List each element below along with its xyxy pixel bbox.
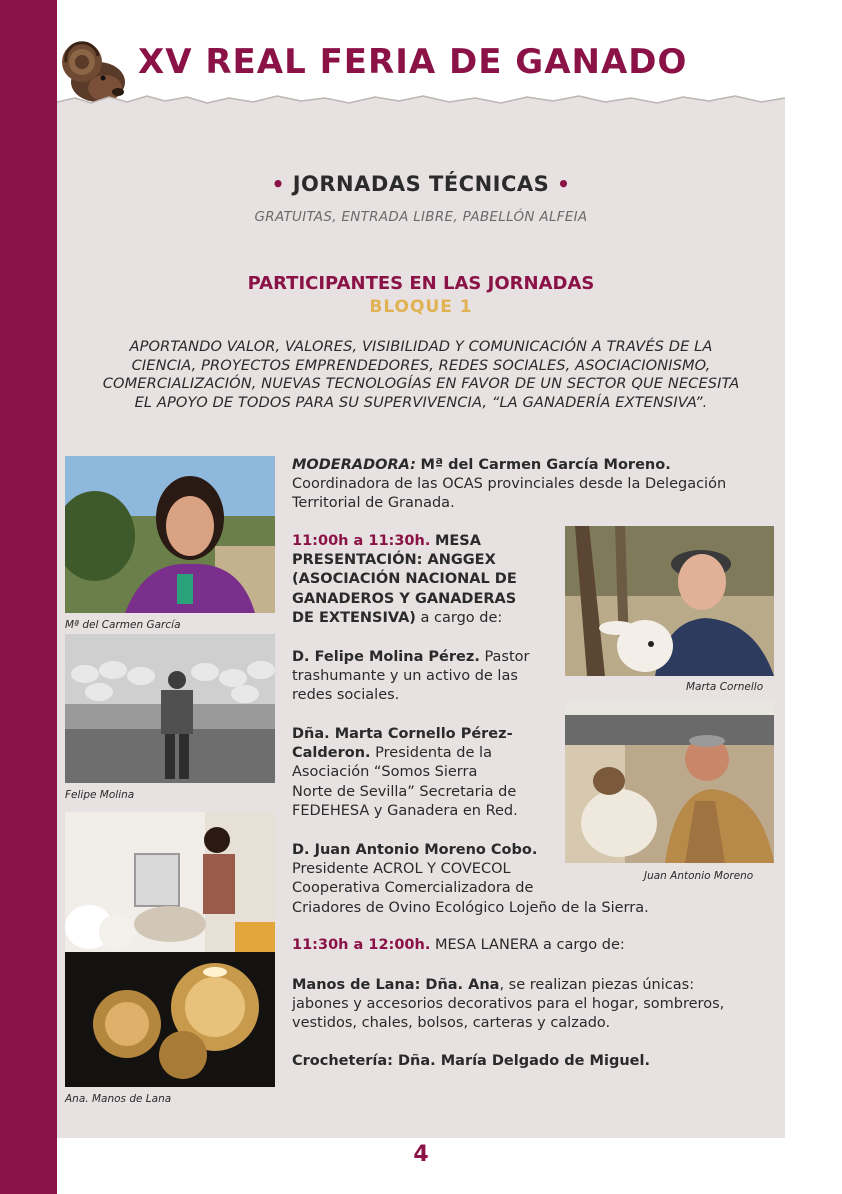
block-label: BLOQUE 1	[369, 297, 473, 317]
session-1-block	[292, 532, 557, 628]
session-1-title-line: PRESENTACIÓN: ANGGEX	[292, 552, 496, 569]
manos-line: jabones y accesorios decorativos para el hogar, sombreros,	[292, 996, 725, 1013]
juan-block	[292, 841, 772, 918]
session-1-title-line: GANADEROS Y GANADERAS	[292, 590, 517, 607]
intro-paragraph	[60, 338, 782, 412]
session-1-time: 11:00h a 11:30h.	[292, 533, 431, 549]
photo-juan-antonio-moreno	[565, 701, 774, 863]
caption-felipe: Felipe Molina	[65, 789, 135, 801]
juan-line: Presidente ACROL Y COVECOL	[292, 861, 511, 878]
intro-line: COMERCIALIZACIÓN, NUEVAS TECNOLOGÍAS EN FAVOR DE UN SECTOR QUE NECESITA	[102, 375, 740, 392]
felipe-name: D. Felipe Molina Pérez.	[292, 649, 480, 665]
juan-line: Criadores de Ovino Ecológico Lojeño de la Sierra.	[292, 899, 649, 916]
caption-juan: Juan Antonio Moreno	[644, 870, 754, 882]
photo-carmen-garcia	[65, 456, 275, 613]
caption-carmen: Mª del Carmen García	[65, 619, 181, 631]
felipe-line: redes sociales.	[292, 687, 400, 704]
moderator-name: Mª del Carmen García Moreno.	[420, 457, 671, 473]
session-2-block	[292, 936, 772, 955]
manos-line: , se realizan piezas únicas:	[499, 977, 695, 993]
moderator-block	[292, 456, 782, 514]
page-number: 4	[413, 1142, 429, 1167]
intro-line: CIENCIA, PROYECTOS EMPRENDEDORES, REDES SOCIALES, ASOCIACIONISMO,	[131, 356, 711, 374]
session-1-title-line: MESA	[434, 533, 481, 549]
manos-line: vestidos, chales, bolsos, carteras y calzado.	[292, 1015, 611, 1032]
marta-name-line: Dña. Marta Cornello Pérez-	[292, 726, 513, 742]
photo-felipe-molina	[65, 634, 275, 783]
section-title-text: JORNADAS TÉCNICAS	[292, 172, 550, 196]
section-subtitle: GRATUITAS, ENTRADA LIBRE, PABELLÓN ALFEIA	[254, 209, 588, 225]
marta-line: Presidenta de la	[375, 745, 492, 762]
crocheteria-block	[292, 1052, 772, 1071]
juan-name: D. Juan Antonio Moreno Cobo.	[292, 842, 538, 858]
photo-marta-cornello	[565, 526, 774, 676]
felipe-line: Pastor	[484, 649, 530, 665]
manos-name: Manos de Lana: Dña. Ana	[292, 977, 500, 993]
session-2-title: MESA LANERA a cargo de:	[434, 937, 625, 953]
session-1-title-line: DE EXTENSIVA)	[292, 609, 416, 626]
marta-line: Asociación “Somos Sierra	[292, 764, 478, 781]
moderator-role: MODERADORA:	[292, 457, 416, 473]
session-1-title-line: (ASOCIACIÓN NACIONAL DE	[292, 571, 517, 588]
moderator-line: Coordinadora de las OCAS provinciales desde la Delegación	[292, 476, 727, 493]
moderator-line: Territorial de Granada.	[292, 495, 455, 512]
marta-name-line: Calderon.	[292, 745, 371, 762]
page-header-title: XV REAL FERIA DE GANADO	[138, 42, 688, 82]
marta-line: Norte de Sevilla” Secretaria de	[292, 783, 517, 800]
photo-ana-manos-de-lana	[65, 812, 275, 1087]
bullet-dot: •	[557, 172, 571, 196]
marta-block	[292, 725, 557, 821]
marta-line: FEDEHESA y Ganadera en Red.	[292, 802, 518, 819]
felipe-block	[292, 648, 557, 706]
session-2-time: 11:30h a 12:00h.	[292, 937, 431, 953]
bullet-dot: •	[271, 172, 285, 196]
intro-line: APORTANDO VALOR, VALORES, VISIBILIDAD Y COMUNICACIÓN A TRAVÉS DE LA	[129, 338, 713, 355]
participants-title: PARTICIPANTES EN LAS JORNADAS	[247, 273, 595, 294]
caption-ana: Ana. Manos de Lana	[65, 1093, 172, 1105]
intro-line: EL APOYO DE TODOS PARA SU SUPERVIVENCIA, “LA GANADERÍA EXTENSIVA”.	[134, 393, 708, 411]
section-title	[57, 172, 785, 196]
felipe-line: trashumante y un activo de las	[292, 668, 518, 685]
caption-marta: Marta Cornello	[686, 681, 764, 693]
juan-line: Cooperativa Comercializadora de	[292, 880, 534, 897]
manos-de-lana-block	[292, 976, 777, 1034]
left-color-strip	[0, 0, 57, 1194]
session-1-tail: a cargo de:	[420, 609, 503, 626]
crocheteria-text: Crochetería: Dña. María Delgado de Miguel.	[292, 1053, 650, 1069]
